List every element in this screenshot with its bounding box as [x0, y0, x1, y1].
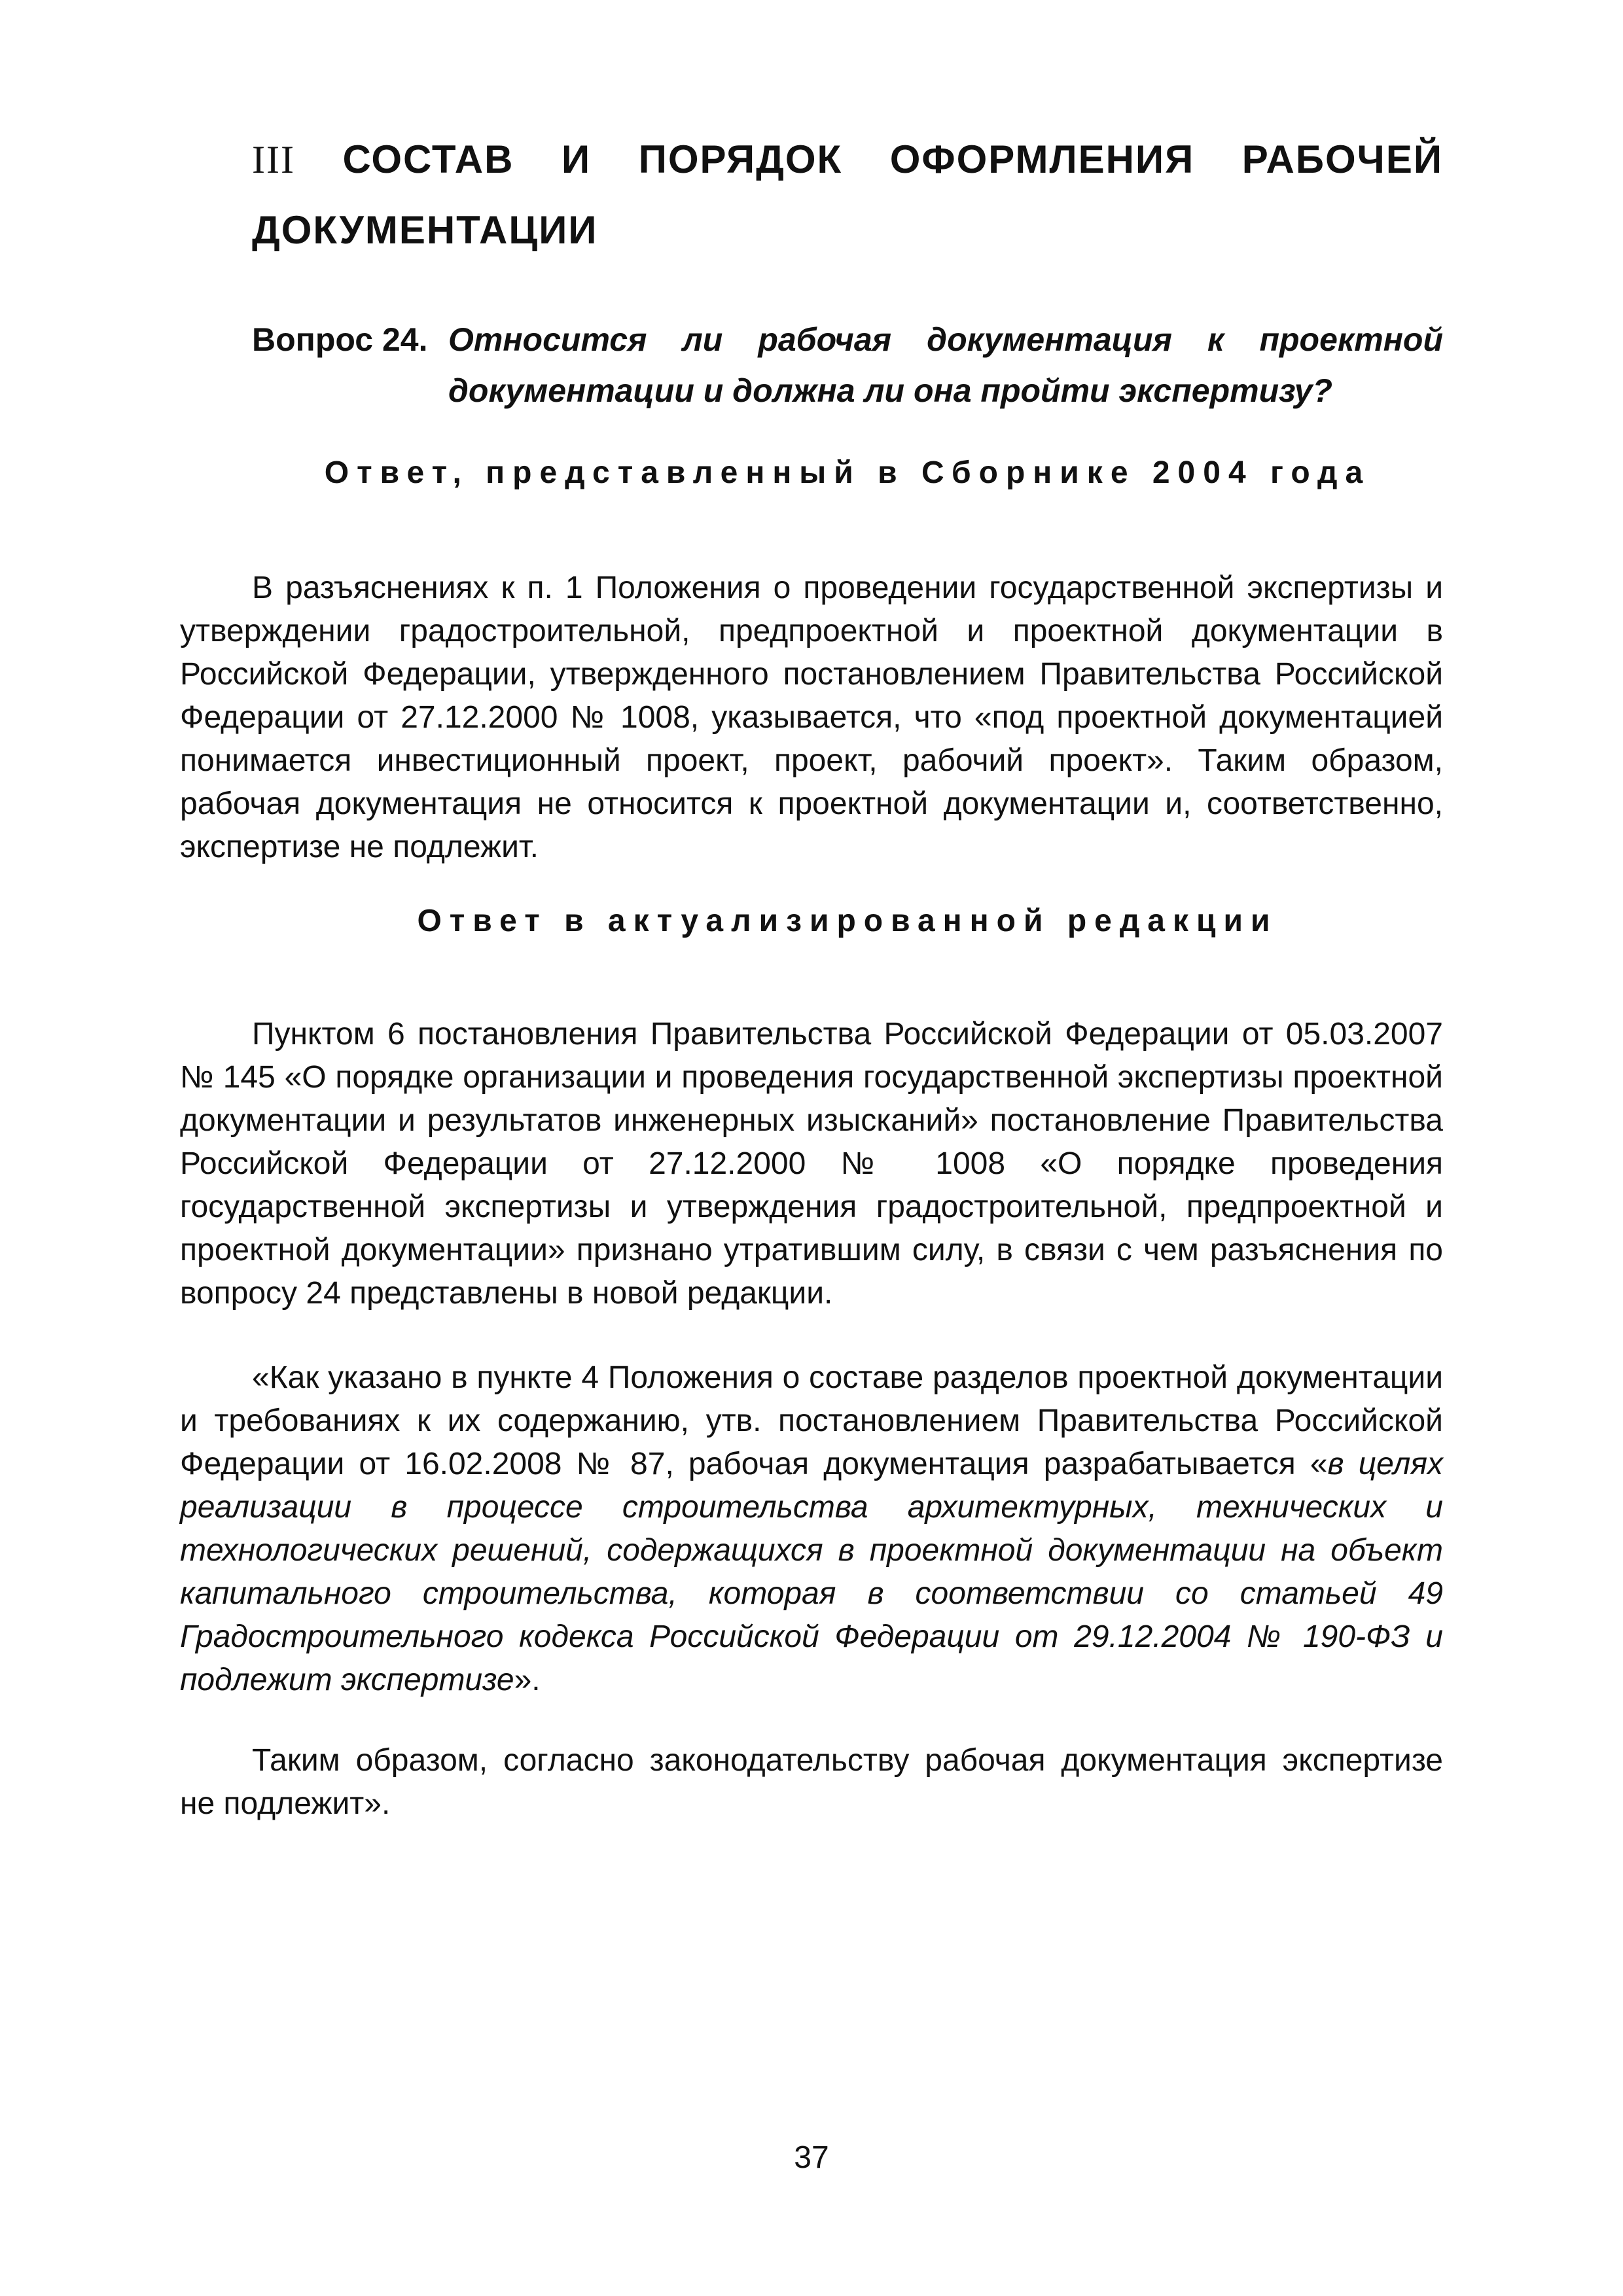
answer-2004-paragraph: В разъяснениях к п. 1 Положения о проведении государственной экспертизы и утверждении градостроительной, предпроектной и проектной документации в Российской Федерации, утвержденного постановлением Правительства Российской Федерации от 27.12.2000 № 1008, указывается, что «под проектной документацией понимается инвестиционный проект, проект, рабочий проект». Таким образом, рабочая документация не относится к проектной документации и, соответственно, экспертизе не подлежит. — [180, 571, 1443, 864]
paragraph-2-end: ». — [514, 1663, 541, 1697]
question-text: Относится ли рабочая документация к проектной документации и должна ли она пройти экспертизу? — [448, 321, 1443, 409]
section-numeral: III — [252, 138, 295, 181]
section-title-word: ОФОРМЛЕНИЯ — [889, 137, 1195, 181]
answer-updated-paragraph-3: Таким образом, согласно законодательству рабочая документация экспертизе не подлежит». — [180, 1743, 1443, 1821]
paragraph-2-lead: «Как указано в пункте 4 Положения о составе разделов проектной документации и требованиях к их содержанию, утв. постановлением Правительства Российской Федерации от 16.02.2008 № 87, рабочая документация разрабатывается « — [180, 1360, 1443, 1481]
page-number: 37 — [794, 2140, 829, 2175]
section-title-line-1 — [252, 124, 1443, 195]
section-title-line-2: ДОКУМЕНТАЦИИ — [252, 208, 598, 252]
answer-2004-heading: Ответ, представленный в Сборнике 2004 года — [324, 455, 1371, 490]
answer-updated-paragraph-1: Пунктом 6 постановления Правительства Российской Федерации от 05.03.2007 № 145 «О порядке организации и проведения государственной экспертизы проектной документации и результатов инженерных изысканий» постановление Правительства Российской Федерации от 27.12.2000 № 1008 «О порядке проведения государственной экспертизы и утверждения градостроительной, предпроектной и проектной документации» признано утратившим силу, в связи с чем разъяснения по вопросу 24 представлены в новой редакции. — [180, 1017, 1443, 1311]
paragraph-2-quote: в целях реализации в процессе строительства архитектурных, технических и технологических решений, содержащихся в проектной документации на объект капитального строительства, которая в соответствии со статьей 49 Градостроительного кодекса Российской Федерации от 29.12.2004 № 190-ФЗ и подлежит экспертизе — [180, 1447, 1443, 1697]
section-title-word: СОСТАВ — [342, 137, 514, 181]
answer-updated-heading: Ответ в актуализированной редакции — [417, 904, 1278, 938]
section-title — [252, 124, 1443, 266]
section-title-word: И — [561, 137, 592, 181]
section-title-word: РАБОЧЕЙ — [1241, 137, 1443, 181]
section-title-word: ПОРЯДОК — [638, 137, 843, 181]
question-block — [252, 314, 1443, 416]
question-label: Вопрос 24. — [252, 321, 428, 358]
answer-updated-paragraph-2 — [180, 1356, 1443, 1702]
